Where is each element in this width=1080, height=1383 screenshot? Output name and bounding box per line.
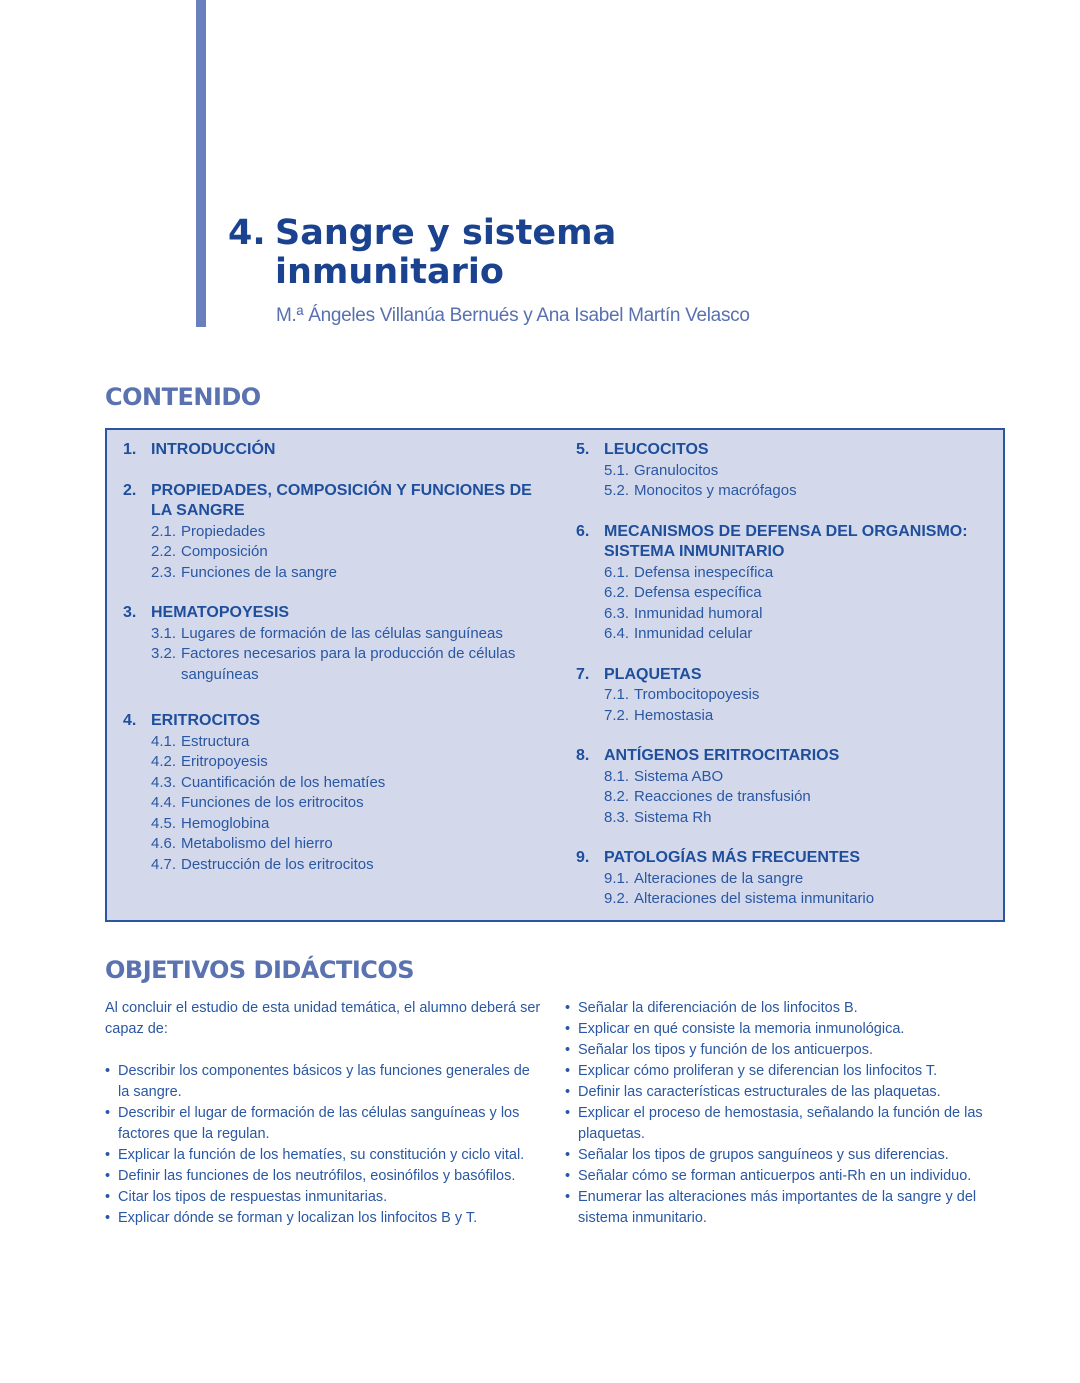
bullet-icon: • — [565, 1105, 571, 1121]
toc-subsection-number: 8.3. — [604, 808, 630, 826]
bullet-icon: • — [565, 1063, 571, 1079]
bullet-icon: • — [565, 1042, 571, 1058]
toc-subsection-number: 9.2. — [604, 890, 630, 907]
toc-section-number: 9. — [576, 849, 590, 866]
toc-section-title: PLAQUETAS — [604, 665, 702, 683]
bullet-icon: • — [105, 1189, 111, 1205]
toc-subsection-text: Funciones de la sangre — [181, 563, 337, 581]
toc-subsection-number: 7.2. — [604, 706, 630, 724]
toc-subsection-number: 3.1. — [151, 624, 177, 642]
toc-section-title: LEUCOCITOS — [604, 441, 709, 458]
objective-text: Señalar los tipos y función de los anticuerpos. — [578, 1042, 874, 1058]
bullet-icon: • — [565, 1084, 571, 1100]
objective-item — [565, 1187, 1000, 1229]
toc-subsection-text: Defensa inespecífica — [634, 563, 774, 581]
toc-section-title: PATOLOGÍAS MÁS FRECUENTES — [604, 849, 861, 866]
toc-section — [576, 522, 1001, 645]
toc-subsection — [123, 752, 543, 773]
toc-subsection — [123, 563, 543, 584]
toc-subsection — [576, 604, 1001, 625]
toc-section-title: ANTÍGENOS ERITROCITARIOS — [604, 747, 840, 764]
toc-subsection — [123, 644, 543, 685]
toc-subsection-number: 9.1. — [604, 869, 630, 887]
toc-section — [576, 848, 1001, 910]
toc-subsection — [123, 855, 543, 876]
toc-subsection — [576, 767, 1001, 788]
objective-item — [565, 1061, 1000, 1082]
objective-text: Describir el lugar de formación de las células sanguíneas y los factores que la regulan. — [118, 1105, 520, 1142]
objective-item — [105, 1061, 545, 1103]
toc-section-heading — [576, 522, 1001, 563]
title-line-2: inmunitario — [275, 252, 504, 292]
toc-section-heading — [123, 440, 543, 461]
contents-right-column — [576, 440, 1001, 930]
toc-section-title: PROPIEDADES, COMPOSICIÓN Y FUNCIONES DE LA SANGRE — [151, 481, 532, 519]
toc-subsection-number: 4.6. — [151, 835, 177, 852]
chapter-number: 4. — [228, 213, 266, 253]
toc-subsection-text: Destrucción de los eritrocitos — [181, 855, 374, 873]
toc-section-number: 5. — [576, 441, 590, 458]
toc-subsection-text: Inmunidad celular — [634, 625, 753, 642]
toc-subsection-text: Hemoglobina — [181, 814, 270, 832]
objective-text: Citar los tipos de respuestas inmunitarias. — [118, 1189, 388, 1205]
toc-subsection-text: Composición — [181, 543, 268, 560]
toc-section-number: 7. — [576, 665, 590, 683]
objective-item — [565, 1145, 1000, 1166]
toc-subsection-number: 3.2. — [151, 645, 177, 662]
toc-subsection-text: Estructura — [181, 732, 250, 750]
toc-subsection-number: 2.3. — [151, 563, 177, 581]
toc-section — [576, 746, 1001, 828]
toc-subsection — [576, 869, 1001, 890]
objective-item — [105, 1208, 545, 1229]
toc-subsection — [576, 685, 1001, 706]
toc-subsection — [123, 542, 543, 563]
toc-section-number: 8. — [576, 747, 590, 764]
toc-subsection-text: Propiedades — [181, 522, 266, 540]
toc-subsection-text: Inmunidad humoral — [634, 604, 763, 622]
objective-text: Señalar cómo se forman anticuerpos anti-Rh en un individuo. — [578, 1168, 972, 1184]
toc-subsection-number: 4.1. — [151, 732, 177, 750]
toc-subsection-number: 6.2. — [604, 584, 630, 601]
bullet-icon: • — [565, 1147, 571, 1163]
toc-subsection-number: 4.4. — [151, 794, 177, 811]
bullet-icon: • — [105, 1105, 111, 1121]
bullet-icon: • — [105, 1168, 111, 1184]
toc-subsection-text: Sistema ABO — [634, 767, 724, 785]
objective-item — [105, 1166, 545, 1187]
toc-section-title: INTRODUCCIÓN — [151, 441, 276, 458]
toc-section-heading — [576, 665, 1001, 686]
objective-text: Señalar la diferenciación de los linfocitos B. — [578, 1000, 858, 1016]
toc-subsection-number: 2.1. — [151, 522, 177, 540]
bullet-icon: • — [565, 1189, 571, 1205]
toc-subsection — [576, 787, 1001, 808]
toc-section — [576, 665, 1001, 727]
toc-section — [576, 440, 1001, 502]
objective-text: Explicar el proceso de hemostasia, señalando la función de las plaquetas. — [578, 1105, 983, 1142]
toc-subsection — [576, 461, 1001, 482]
objective-item — [565, 1082, 1000, 1103]
toc-section-heading — [123, 481, 543, 522]
toc-subsection-number: 5.1. — [604, 461, 630, 479]
objective-item — [105, 1145, 545, 1166]
toc-subsection-text: Reacciones de transfusión — [634, 788, 811, 805]
toc-section-heading — [123, 603, 543, 624]
toc-section-title: MECANISMOS DE DEFENSA DEL ORGANISMO: SISTEMA INMUNITARIO — [604, 522, 968, 560]
bullet-icon: • — [565, 1021, 571, 1037]
objective-item — [565, 1040, 1000, 1061]
toc-subsection-number: 8.1. — [604, 767, 630, 785]
toc-subsection — [576, 706, 1001, 727]
authors: M.ª Ángeles Villanúa Bernués y Ana Isabel Martín Velasco — [276, 305, 750, 326]
objectives-left-column — [105, 998, 545, 1229]
objetivos-heading: OBJETIVOS DIDÁCTICOS — [105, 956, 415, 984]
toc-subsection-number: 4.3. — [151, 773, 177, 791]
toc-subsection-number: 4.7. — [151, 855, 177, 873]
objective-text: Explicar cómo proliferan y se diferencian los linfocitos T. — [578, 1063, 938, 1079]
toc-section-title: HEMATOPOYESIS — [151, 604, 290, 621]
toc-section-heading — [576, 746, 1001, 767]
toc-subsection-text: Trombocitopoyesis — [634, 686, 760, 703]
toc-subsection-text: Granulocitos — [634, 461, 719, 479]
toc-subsection — [576, 481, 1001, 502]
toc-section-number: 1. — [123, 441, 137, 458]
toc-subsection — [576, 583, 1001, 604]
bullet-icon: • — [105, 1063, 111, 1079]
toc-section — [123, 440, 543, 461]
toc-subsection-text: Lugares de formación de las células sanguíneas — [181, 624, 503, 642]
toc-subsection-text: Cuantificación de los hematíes — [181, 773, 386, 791]
objective-text: Explicar dónde se forman y localizan los linfocitos B y T. — [118, 1210, 478, 1226]
toc-section-heading — [123, 711, 543, 732]
objective-text: Explicar la función de los hematíes, su constitución y ciclo vital. — [118, 1147, 525, 1163]
objective-item — [565, 998, 1000, 1019]
objectives-right-column — [565, 998, 1000, 1229]
bullet-icon: • — [565, 1000, 571, 1016]
objective-text: Señalar los tipos de grupos sanguíneos y sus diferencias. — [578, 1147, 949, 1163]
bullet-icon: • — [565, 1168, 571, 1184]
toc-section — [123, 481, 543, 584]
toc-section-heading — [576, 848, 1001, 869]
toc-subsection-text: Funciones de los eritrocitos — [181, 794, 364, 811]
toc-section-number: 2. — [123, 481, 137, 499]
objective-item — [105, 1103, 545, 1145]
toc-section — [123, 711, 543, 875]
toc-subsection-number: 2.2. — [151, 543, 177, 560]
toc-subsection-text: Metabolismo del hierro — [181, 835, 333, 852]
toc-subsection — [123, 814, 543, 835]
toc-subsection-text: Sistema Rh — [634, 808, 712, 826]
toc-subsection — [123, 793, 543, 814]
toc-subsection — [576, 808, 1001, 829]
toc-subsection-text: Defensa específica — [634, 584, 762, 601]
toc-subsection-text: Factores necesarios para la producción de células sanguíneas — [181, 645, 516, 683]
contents-left-column — [123, 440, 543, 895]
toc-subsection-number: 6.3. — [604, 604, 630, 622]
toc-subsection-text: Eritropoyesis — [181, 753, 268, 770]
contenido-heading: CONTENIDO — [105, 383, 261, 411]
toc-subsection-number: 6.4. — [604, 625, 630, 642]
toc-subsection — [576, 624, 1001, 645]
toc-subsection — [123, 522, 543, 543]
toc-subsection — [123, 732, 543, 753]
toc-subsection-text: Monocitos y macrófagos — [634, 482, 797, 499]
objectives-intro: Al concluir el estudio de esta unidad temática, el alumno deberá ser capaz de: — [105, 1000, 541, 1037]
objective-text: Definir las características estructurales de las plaquetas. — [578, 1084, 941, 1100]
toc-section-number: 6. — [576, 522, 590, 540]
toc-subsection-number: 6.1. — [604, 563, 630, 581]
toc-subsection-number: 4.2. — [151, 753, 177, 770]
title-line-1: Sangre y sistema — [275, 213, 617, 253]
toc-subsection — [576, 889, 1001, 910]
toc-subsection — [123, 834, 543, 855]
bullet-icon: • — [105, 1147, 111, 1163]
toc-subsection-number: 8.2. — [604, 788, 630, 805]
toc-section-title: ERITROCITOS — [151, 712, 261, 729]
bullet-icon: • — [105, 1210, 111, 1226]
toc-subsection — [123, 773, 543, 794]
toc-subsection — [123, 624, 543, 645]
toc-section — [123, 603, 543, 685]
toc-section-number: 3. — [123, 604, 137, 621]
toc-subsection-number: 7.1. — [604, 686, 630, 703]
toc-subsection-number: 4.5. — [151, 814, 177, 832]
objective-text: Describir los componentes básicos y las funciones generales de la sangre. — [118, 1063, 530, 1100]
objective-text: Explicar en qué consiste la memoria inmunológica. — [578, 1021, 905, 1037]
toc-subsection-number: 5.2. — [604, 482, 630, 499]
toc-subsection — [576, 563, 1001, 584]
objective-text: Enumerar las alteraciones más importantes de la sangre y del sistema inmunitario. — [578, 1189, 977, 1226]
chapter-accent-bar — [196, 0, 206, 327]
toc-section-number: 4. — [123, 712, 137, 729]
toc-subsection-text: Alteraciones del sistema inmunitario — [634, 890, 875, 907]
toc-section-heading — [576, 440, 1001, 461]
toc-subsection-text: Alteraciones de la sangre — [634, 869, 804, 887]
objective-item — [565, 1166, 1000, 1187]
objective-item — [565, 1103, 1000, 1145]
contents-box — [105, 428, 1005, 922]
objective-item — [565, 1019, 1000, 1040]
chapter-title — [228, 214, 616, 292]
objective-item — [105, 1187, 545, 1208]
toc-subsection-text: Hemostasia — [634, 706, 714, 724]
objective-text: Definir las funciones de los neutrófilos, eosinófilos y basófilos. — [118, 1168, 516, 1184]
